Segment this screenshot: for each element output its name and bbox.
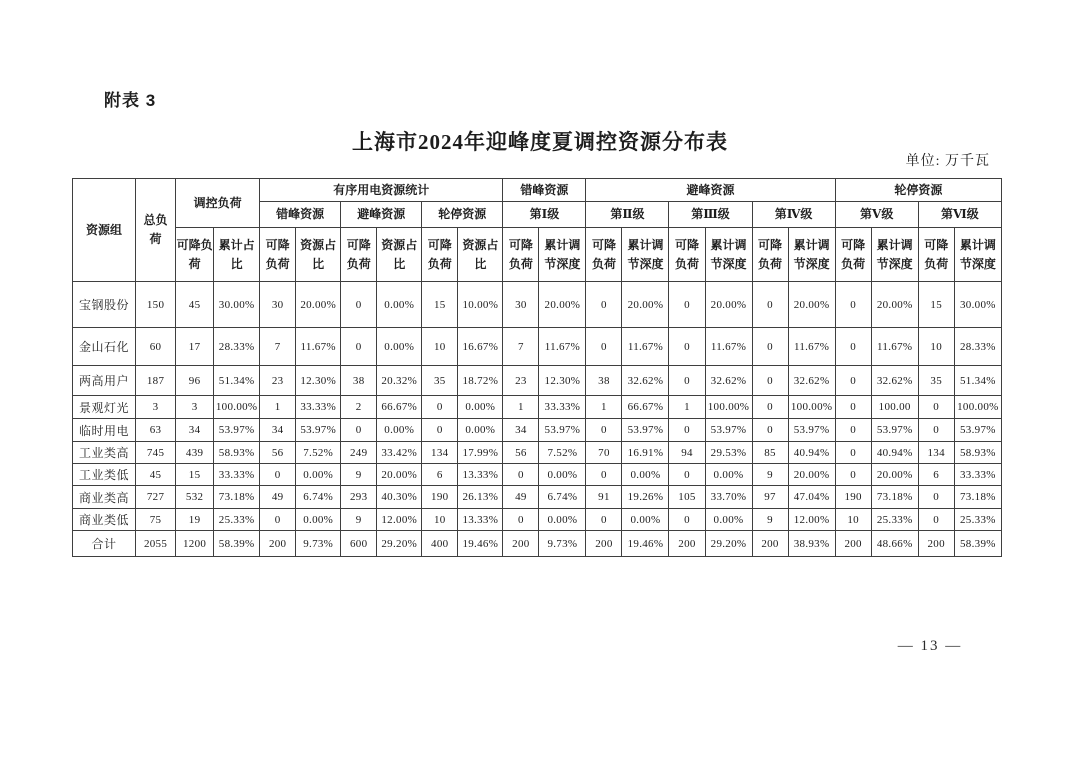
cell: 0 <box>918 396 954 419</box>
cell: 73.18% <box>871 486 918 509</box>
cell: 200 <box>260 531 296 557</box>
cell: 23 <box>260 366 296 396</box>
cell: 532 <box>176 486 214 509</box>
cell: 51.34% <box>954 366 1001 396</box>
cell: 200 <box>835 531 871 557</box>
cell: 9.73% <box>296 531 341 557</box>
cell: 6 <box>422 464 458 486</box>
cell: 53.97% <box>954 419 1001 442</box>
cell: 0 <box>669 328 705 366</box>
cell: 7 <box>503 328 539 366</box>
cell: 0 <box>422 419 458 442</box>
cell: 32.62% <box>871 366 918 396</box>
cell: 73.18% <box>954 486 1001 509</box>
cell: 60 <box>136 328 176 366</box>
cell: 100.00% <box>705 396 752 419</box>
annex-label: 附表 3 <box>104 91 157 110</box>
cell: 0 <box>835 419 871 442</box>
cell: 32.62% <box>788 366 835 396</box>
cell: 30.00% <box>214 282 260 328</box>
col-header-cumulative-depth: 累计调节深度 <box>705 228 752 282</box>
cell: 249 <box>341 442 377 464</box>
cell: 53.97% <box>539 419 586 442</box>
table-row <box>73 366 1002 396</box>
cell: 32.62% <box>622 366 669 396</box>
col-header-reducible-load: 可降负荷 <box>176 228 214 282</box>
cell: 0 <box>586 282 622 328</box>
cell: 29.53% <box>705 442 752 464</box>
cell: 0.00% <box>377 282 422 328</box>
cell: 85 <box>752 442 788 464</box>
cell: 66.67% <box>622 396 669 419</box>
col-header-level-2: 第Ⅱ级 <box>586 202 669 228</box>
cell: 0.00% <box>705 464 752 486</box>
cell: 400 <box>422 531 458 557</box>
col-header-orderly-avoid: 避峰资源 <box>341 202 422 228</box>
col-header-cumulative-depth: 累计调节深度 <box>871 228 918 282</box>
cell: 200 <box>669 531 705 557</box>
col-header-reducible-load: 可降负荷 <box>260 228 296 282</box>
cell: 96 <box>176 366 214 396</box>
cell: 6.74% <box>539 486 586 509</box>
cell: 100.00% <box>214 396 260 419</box>
col-header-stagger-peak: 错峰资源 <box>503 179 586 202</box>
cell: 38 <box>586 366 622 396</box>
cell: 0 <box>422 396 458 419</box>
cell: 200 <box>918 531 954 557</box>
cell: 75 <box>136 509 176 531</box>
cell: 19 <box>176 509 214 531</box>
cell: 439 <box>176 442 214 464</box>
cell: 0 <box>752 396 788 419</box>
table-row <box>73 328 1002 366</box>
cell: 53.97% <box>296 419 341 442</box>
resource-distribution-table <box>72 178 1002 557</box>
header-row-1 <box>73 179 1002 202</box>
cell: 28.33% <box>954 328 1001 366</box>
cell: 19.26% <box>622 486 669 509</box>
cell: 40.30% <box>377 486 422 509</box>
cell: 6 <box>918 464 954 486</box>
cell: 33.42% <box>377 442 422 464</box>
table-row <box>73 282 1002 328</box>
cell: 33.33% <box>954 464 1001 486</box>
cell: 0 <box>752 282 788 328</box>
cell: 0 <box>669 282 705 328</box>
cell: 0.00% <box>377 419 422 442</box>
cell: 7.52% <box>296 442 341 464</box>
col-header-regulation-load: 调控负荷 <box>176 179 260 228</box>
cell: 34 <box>503 419 539 442</box>
cell: 10 <box>918 328 954 366</box>
cell: 200 <box>752 531 788 557</box>
cell: 0 <box>669 419 705 442</box>
col-header-reducible-load: 可降负荷 <box>669 228 705 282</box>
cell: 0.00% <box>622 464 669 486</box>
cell: 33.33% <box>296 396 341 419</box>
cell: 0.00% <box>296 464 341 486</box>
col-header-total-load: 总负荷 <box>136 179 176 282</box>
cell: 17 <box>176 328 214 366</box>
cell: 30 <box>503 282 539 328</box>
cell: 25.33% <box>871 509 918 531</box>
col-header-cumulative-depth: 累计调节深度 <box>622 228 669 282</box>
cell: 34 <box>176 419 214 442</box>
cell: 12.30% <box>539 366 586 396</box>
cell: 58.39% <box>214 531 260 557</box>
cell: 17.99% <box>458 442 503 464</box>
cell: 7 <box>260 328 296 366</box>
row-label: 宝钢股份 <box>73 282 136 328</box>
cell: 600 <box>341 531 377 557</box>
cell: 0.00% <box>705 509 752 531</box>
row-label: 工业类低 <box>73 464 136 486</box>
col-header-level-6: 第Ⅵ级 <box>918 202 1001 228</box>
page-title: 上海市2024年迎峰度夏调控资源分布表 <box>352 130 728 154</box>
cell: 19.46% <box>622 531 669 557</box>
cell: 12.00% <box>377 509 422 531</box>
table-row <box>73 419 1002 442</box>
cell: 20.00% <box>788 282 835 328</box>
cell: 20.00% <box>296 282 341 328</box>
cell: 0.00% <box>622 509 669 531</box>
cell: 0.00% <box>458 396 503 419</box>
cell: 0 <box>586 509 622 531</box>
table-row <box>73 442 1002 464</box>
cell: 1 <box>586 396 622 419</box>
col-header-reducible-load: 可降负荷 <box>586 228 622 282</box>
cell: 35 <box>918 366 954 396</box>
cell: 134 <box>422 442 458 464</box>
cell: 1 <box>503 396 539 419</box>
cell: 11.67% <box>705 328 752 366</box>
cell: 25.33% <box>214 509 260 531</box>
cell: 19.46% <box>458 531 503 557</box>
col-header-level-3: 第Ⅲ级 <box>669 202 752 228</box>
row-label: 合计 <box>73 531 136 557</box>
cell: 6.74% <box>296 486 341 509</box>
cell: 11.67% <box>788 328 835 366</box>
col-header-orderly-rotate: 轮停资源 <box>422 202 503 228</box>
cell: 200 <box>586 531 622 557</box>
cell: 29.20% <box>377 531 422 557</box>
cell: 0.00% <box>539 464 586 486</box>
cell: 0 <box>503 509 539 531</box>
col-header-resource-ratio: 资源占比 <box>458 228 503 282</box>
cell: 100.00% <box>954 396 1001 419</box>
cell: 100.00 <box>871 396 918 419</box>
cell: 3 <box>136 396 176 419</box>
cell: 0 <box>752 419 788 442</box>
cell: 0 <box>918 509 954 531</box>
cell: 10 <box>422 328 458 366</box>
cell: 11.67% <box>871 328 918 366</box>
cell: 9 <box>341 509 377 531</box>
cell: 0 <box>341 328 377 366</box>
row-label: 工业类高 <box>73 442 136 464</box>
cell: 10.00% <box>458 282 503 328</box>
cell: 0 <box>260 464 296 486</box>
col-header-avoid-peak: 避峰资源 <box>586 179 835 202</box>
cell: 0.00% <box>539 509 586 531</box>
cell: 16.91% <box>622 442 669 464</box>
col-header-reducible-load: 可降负荷 <box>752 228 788 282</box>
cell: 20.00% <box>871 464 918 486</box>
cell: 1 <box>669 396 705 419</box>
cell: 58.93% <box>954 442 1001 464</box>
cell: 49 <box>503 486 539 509</box>
cell: 18.72% <box>458 366 503 396</box>
cell: 0 <box>918 419 954 442</box>
cell: 0 <box>586 464 622 486</box>
cell: 11.67% <box>622 328 669 366</box>
cell: 20.32% <box>377 366 422 396</box>
cell: 33.33% <box>539 396 586 419</box>
cell: 11.67% <box>539 328 586 366</box>
cell: 33.33% <box>214 464 260 486</box>
cell: 0 <box>669 509 705 531</box>
cell: 9.73% <box>539 531 586 557</box>
cell: 53.97% <box>214 419 260 442</box>
cell: 40.94% <box>871 442 918 464</box>
cell: 53.97% <box>788 419 835 442</box>
cell: 63 <box>136 419 176 442</box>
cell: 2 <box>341 396 377 419</box>
cell: 0.00% <box>296 509 341 531</box>
cell: 0 <box>669 366 705 396</box>
col-header-reducible-load: 可降负荷 <box>835 228 871 282</box>
cell: 53.97% <box>622 419 669 442</box>
cell: 2055 <box>136 531 176 557</box>
cell: 45 <box>136 464 176 486</box>
row-label: 景观灯光 <box>73 396 136 419</box>
col-header-resource-ratio: 资源占比 <box>377 228 422 282</box>
cell: 0 <box>586 419 622 442</box>
cell: 10 <box>422 509 458 531</box>
cell: 9 <box>752 464 788 486</box>
cell: 12.30% <box>296 366 341 396</box>
col-header-reducible-load: 可降负荷 <box>918 228 954 282</box>
cell: 58.39% <box>954 531 1001 557</box>
col-header-resource-ratio: 资源占比 <box>296 228 341 282</box>
cell: 32.62% <box>705 366 752 396</box>
table-row <box>73 464 1002 486</box>
cell: 20.00% <box>788 464 835 486</box>
cell: 150 <box>136 282 176 328</box>
table-body <box>73 282 1002 557</box>
table-row <box>73 509 1002 531</box>
col-header-level-4: 第Ⅳ级 <box>752 202 835 228</box>
row-label: 金山石化 <box>73 328 136 366</box>
cell: 26.13% <box>458 486 503 509</box>
cell: 12.00% <box>788 509 835 531</box>
cell: 0 <box>586 328 622 366</box>
cell: 187 <box>136 366 176 396</box>
cell: 51.34% <box>214 366 260 396</box>
table-row <box>73 486 1002 509</box>
cell: 56 <box>503 442 539 464</box>
cell: 0 <box>835 282 871 328</box>
cell: 20.00% <box>705 282 752 328</box>
cell: 7.52% <box>539 442 586 464</box>
cell: 28.33% <box>214 328 260 366</box>
cell: 190 <box>422 486 458 509</box>
cell: 45 <box>176 282 214 328</box>
cell: 190 <box>835 486 871 509</box>
table-header <box>73 179 1002 282</box>
cell: 11.67% <box>296 328 341 366</box>
cell: 1200 <box>176 531 214 557</box>
cell: 134 <box>918 442 954 464</box>
row-label: 临时用电 <box>73 419 136 442</box>
col-header-cumulative-ratio: 累计占比 <box>214 228 260 282</box>
cell: 40.94% <box>788 442 835 464</box>
cell: 3 <box>176 396 214 419</box>
cell: 0 <box>752 328 788 366</box>
cell: 70 <box>586 442 622 464</box>
cell: 16.67% <box>458 328 503 366</box>
cell: 30.00% <box>954 282 1001 328</box>
cell: 20.00% <box>871 282 918 328</box>
cell: 58.93% <box>214 442 260 464</box>
cell: 0 <box>918 486 954 509</box>
cell: 20.00% <box>539 282 586 328</box>
cell: 0 <box>669 464 705 486</box>
cell: 0 <box>752 366 788 396</box>
col-header-resource-group: 资源组 <box>73 179 136 282</box>
cell: 0 <box>835 366 871 396</box>
col-header-reducible-load: 可降负荷 <box>503 228 539 282</box>
cell: 13.33% <box>458 464 503 486</box>
cell: 9 <box>341 464 377 486</box>
cell: 38.93% <box>788 531 835 557</box>
cell: 20.00% <box>622 282 669 328</box>
cell: 200 <box>503 531 539 557</box>
cell: 100.00% <box>788 396 835 419</box>
cell: 293 <box>341 486 377 509</box>
col-header-reducible-load: 可降负荷 <box>422 228 458 282</box>
row-label: 两高用户 <box>73 366 136 396</box>
cell: 13.33% <box>458 509 503 531</box>
col-header-reducible-load: 可降负荷 <box>341 228 377 282</box>
col-header-cumulative-depth: 累计调节深度 <box>954 228 1001 282</box>
total-row <box>73 531 1002 557</box>
col-header-orderly-stats: 有序用电资源统计 <box>260 179 503 202</box>
cell: 15 <box>176 464 214 486</box>
cell: 105 <box>669 486 705 509</box>
cell: 38 <box>341 366 377 396</box>
cell: 30 <box>260 282 296 328</box>
cell: 25.33% <box>954 509 1001 531</box>
cell: 1 <box>260 396 296 419</box>
cell: 0 <box>835 328 871 366</box>
cell: 20.00% <box>377 464 422 486</box>
cell: 15 <box>918 282 954 328</box>
cell: 35 <box>422 366 458 396</box>
cell: 15 <box>422 282 458 328</box>
row-label: 商业类低 <box>73 509 136 531</box>
col-header-level-1: 第Ⅰ级 <box>503 202 586 228</box>
cell: 33.70% <box>705 486 752 509</box>
cell: 48.66% <box>871 531 918 557</box>
cell: 0.00% <box>377 328 422 366</box>
cell: 9 <box>752 509 788 531</box>
cell: 0 <box>835 396 871 419</box>
cell: 0 <box>260 509 296 531</box>
cell: 745 <box>136 442 176 464</box>
col-header-cumulative-depth: 累计调节深度 <box>539 228 586 282</box>
cell: 91 <box>586 486 622 509</box>
cell: 53.97% <box>871 419 918 442</box>
cell: 0 <box>341 282 377 328</box>
col-header-cumulative-depth: 累计调节深度 <box>788 228 835 282</box>
cell: 47.04% <box>788 486 835 509</box>
unit-label: 单位: 万千瓦 <box>905 154 990 169</box>
cell: 23 <box>503 366 539 396</box>
cell: 56 <box>260 442 296 464</box>
cell: 53.97% <box>705 419 752 442</box>
cell: 0 <box>503 464 539 486</box>
col-header-rotate-stop: 轮停资源 <box>835 179 1001 202</box>
cell: 94 <box>669 442 705 464</box>
cell: 0 <box>835 442 871 464</box>
row-label: 商业类高 <box>73 486 136 509</box>
header-row-3 <box>73 228 1002 282</box>
cell: 29.20% <box>705 531 752 557</box>
page-number: — 13 — <box>897 638 963 654</box>
cell: 66.67% <box>377 396 422 419</box>
col-header-level-5: 第Ⅴ级 <box>835 202 918 228</box>
cell: 97 <box>752 486 788 509</box>
cell: 0.00% <box>458 419 503 442</box>
cell: 49 <box>260 486 296 509</box>
col-header-orderly-stagger: 错峰资源 <box>260 202 341 228</box>
table-row <box>73 396 1002 419</box>
cell: 0 <box>341 419 377 442</box>
cell: 34 <box>260 419 296 442</box>
cell: 727 <box>136 486 176 509</box>
cell: 0 <box>835 464 871 486</box>
cell: 73.18% <box>214 486 260 509</box>
cell: 10 <box>835 509 871 531</box>
